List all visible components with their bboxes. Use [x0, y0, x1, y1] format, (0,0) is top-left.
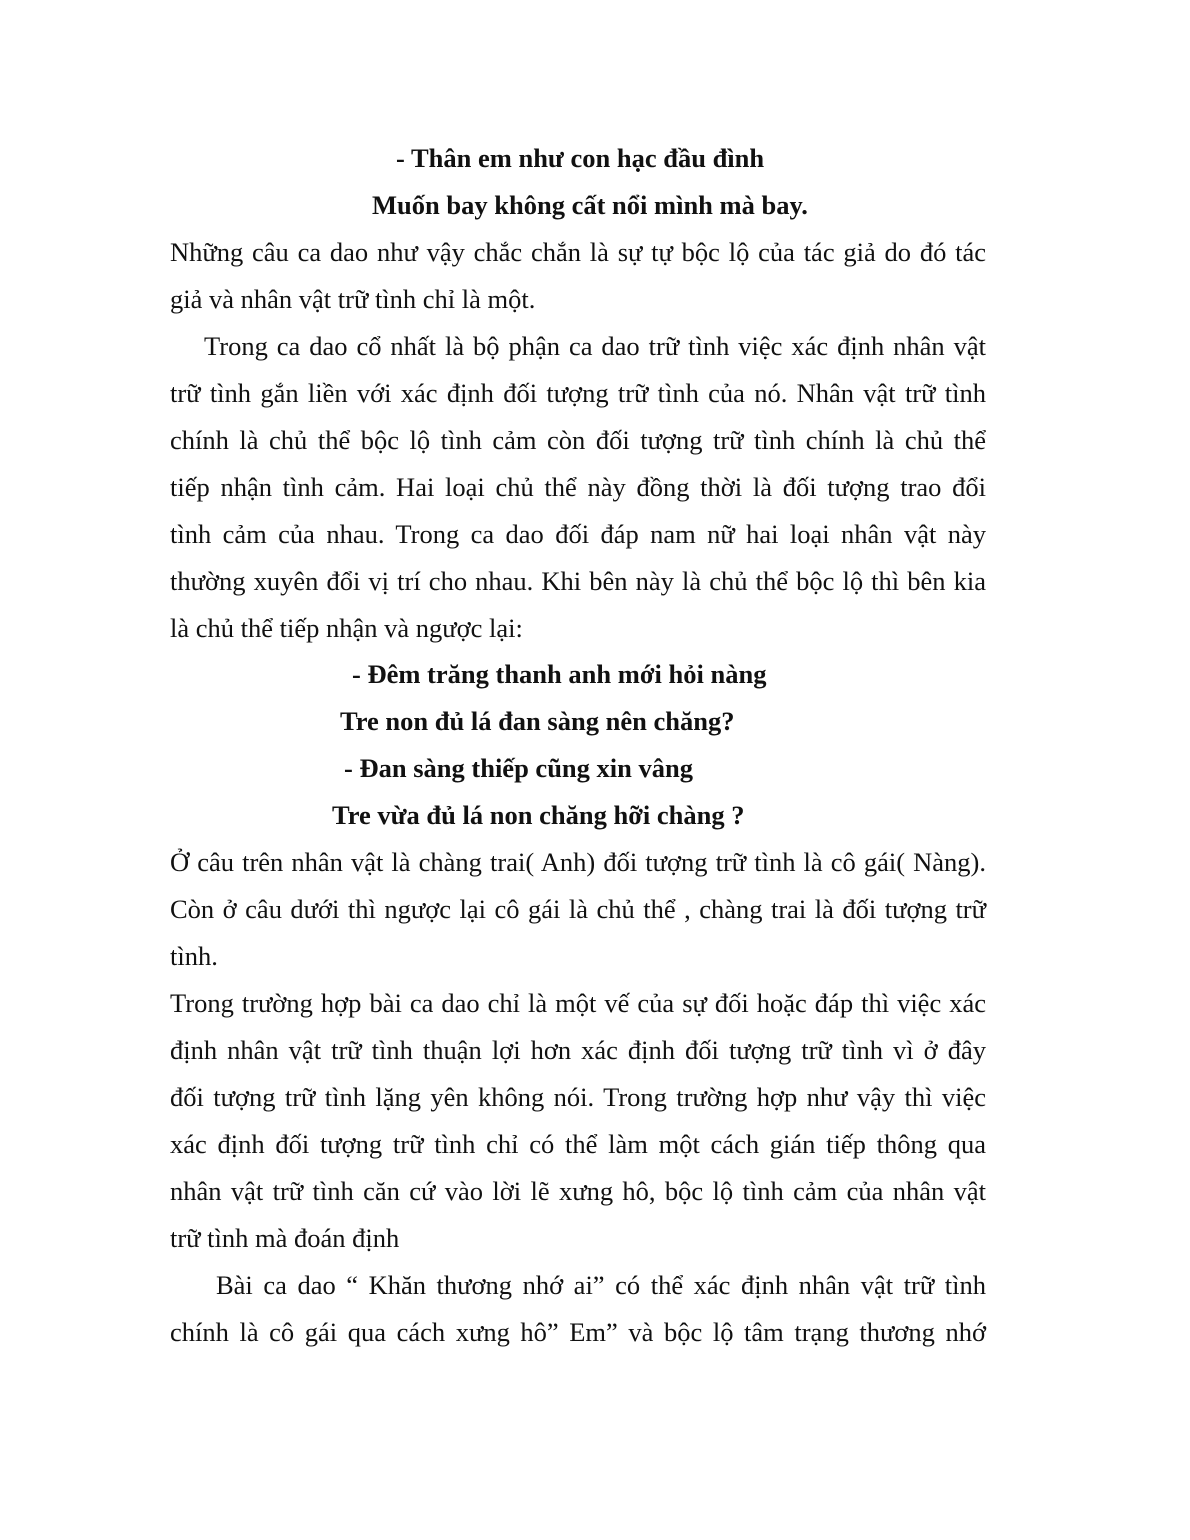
verse-line: Tre non đủ lá đan sàng nên chăng? — [340, 706, 735, 736]
paragraph-line: chính là chủ thể bộc lộ tình cảm còn đối tượng trữ tình chính là chủ thể — [170, 425, 986, 455]
paragraph-line: tiếp nhận tình cảm. Hai loại chủ thể này đồng thời là đối tượng trao đổi — [170, 472, 986, 502]
verse-line: - Đan sàng thiếp cũng xin vâng — [344, 753, 694, 783]
paragraph-line: nhân vật trữ tình căn cứ vào lời lẽ xưng hô, bộc lộ tình cảm của nhân vật — [170, 1176, 986, 1206]
paragraph-line: đối tượng trữ tình lặng yên không nói. Trong trường hợp như vậy thì việc — [170, 1082, 986, 1112]
verse-line: Muốn bay không cất nổi mình mà bay. — [372, 190, 808, 220]
verse-line: - Thân em như con hạc đầu đình — [396, 143, 765, 173]
paragraph-line: Còn ở câu dưới thì ngược lại cô gái là chủ thể , chàng trai là đối tượng trữ — [170, 894, 986, 924]
paragraph-line: trữ tình mà đoán định — [170, 1223, 400, 1253]
paragraph-line: là chủ thể tiếp nhận và ngược lại: — [170, 613, 523, 643]
paragraph-line: Bài ca dao “ Khăn thương nhớ ai” có thể xác định nhân vật trữ tình — [216, 1270, 986, 1300]
paragraph-line: tình cảm của nhau. Trong ca dao đối đáp nam nữ hai loại nhân vật này — [170, 519, 986, 549]
paragraph-line: giả và nhân vật trữ tình chỉ là một. — [170, 284, 536, 314]
paragraph-line: tình. — [170, 941, 218, 971]
paragraph-line: trữ tình gắn liền với xác định đối tượng trữ tình của nó. Nhân vật trữ tình — [170, 378, 986, 408]
verse-line: - Đêm trăng thanh anh mới hỏi nàng — [352, 659, 767, 689]
paragraph-line: định nhân vật trữ tình thuận lợi hơn xác định đối tượng trữ tình vì ở đây — [170, 1035, 986, 1065]
paragraph-line: Những câu ca dao như vậy chắc chắn là sự tự bộc lộ của tác giả do đó tác — [170, 237, 986, 267]
paragraph-line: Trong ca dao cổ nhất là bộ phận ca dao trữ tình việc xác định nhân vật — [204, 331, 986, 361]
paragraph-line: xác định đối tượng trữ tình chỉ có thể làm một cách gián tiếp thông qua — [170, 1129, 986, 1159]
paragraph-line: thường xuyên đổi vị trí cho nhau. Khi bên này là chủ thể bộc lộ thì bên kia — [170, 566, 986, 596]
paragraph-line: Trong trường hợp bài ca dao chỉ là một vế của sự đối hoặc đáp thì việc xác — [170, 988, 986, 1018]
paragraph-line: Ở câu trên nhân vật là chàng trai( Anh) đối tượng trữ tình là cô gái( Nàng). — [170, 847, 986, 877]
verse-line: Tre vừa đủ lá non chăng hỡi chàng ? — [332, 800, 745, 830]
paragraph-line: chính là cô gái qua cách xưng hô” Em” và bộc lộ tâm trạng thương nhớ — [170, 1317, 986, 1347]
